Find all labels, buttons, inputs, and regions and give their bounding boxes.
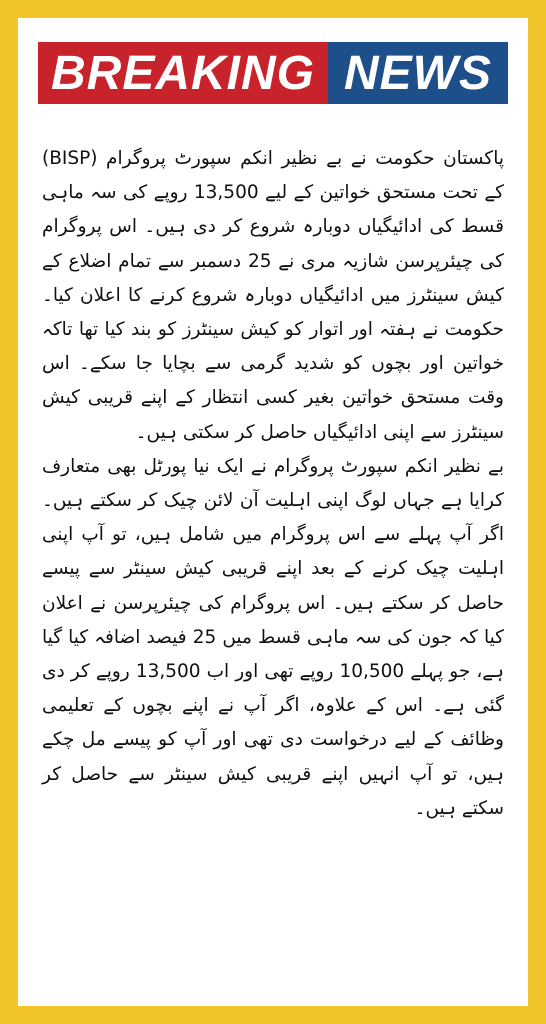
news-card [18, 18, 528, 1006]
article-paragraph-2: بے نظیر انکم سپورٹ پروگرام نے ایک نیا پورٹل بھی متعارف کرایا ہے جہاں لوگ اپنی اہلیت آن لائن چیک کر سکتے ہیں۔ اگر آپ پہلے سے اس پروگرام میں شامل ہیں، تو آپ اپنی اہلیت چیک کرنے کے بعد اپنے قریبی کیش سینٹر سے پیسے حاصل کر سکتے ہیں۔ اس پروگرام کی چیئرپرسن نے اعلان کیا کہ جون کی سہ ماہی قسط میں 25 فیصد اضافہ کیا گیا ہے، جو پہلے 10,500 روپے تھی اور اب 13,500 روپے کر دی گئی ہے۔ اس کے علاوہ، اگر آپ نے اپنے بچوں کے تعلیمی وظائف کے لیے درخواست دی تھی اور آپ کو پیسے مل چکے ہیں، تو آپ انہیں اپنے قریبی کیش سینٹر سے حاصل کر سکتے ہیں۔ [42, 455, 504, 819]
banner-news-label: NEWS [328, 42, 508, 104]
article-paragraph-1: پاکستان حکومت نے بے نظیر انکم سپورٹ پروگرام (BISP) کے تحت مستحق خواتین کے لیے 13,500 روپے کی سہ ماہی قسط کی ادائیگیاں دوبارہ شروع کر دی ہیں۔ اس پروگرام کی چیئرپرسن شازیہ مری نے 25 دسمبر سے تمام اضلاع کے کیش سینٹرز میں ادائیگیاں دوبارہ شروع کرنے کا اعلان کیا۔ حکومت نے ہفتہ اور اتوار کو کیش سینٹرز کو بند کیا تھا تاکہ خواتین اور بچوں کو شدید گرمی سے بچایا جا سکے۔ اس وقت مستحق خواتین بغیر کسی انتظار کے اپنے قریبی کیش سینٹرز سے اپنی ادائیگیاں حاصل کر سکتی ہیں۔ [42, 148, 504, 443]
breaking-news-banner [38, 42, 508, 104]
article-body [42, 142, 504, 826]
banner-breaking-label: BREAKING [38, 42, 328, 104]
